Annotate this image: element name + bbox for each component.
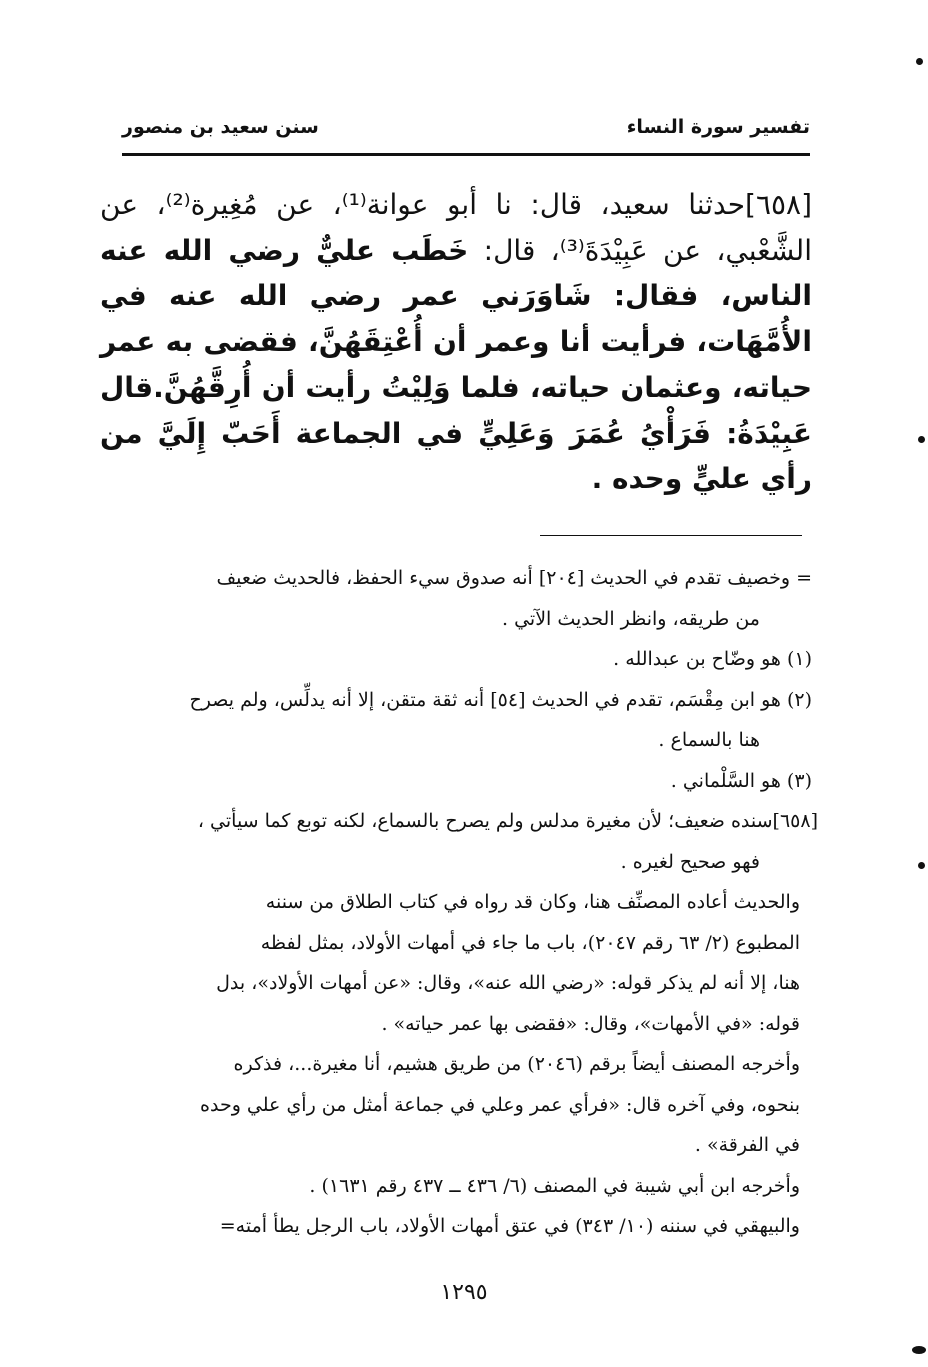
running-header: [122, 110, 810, 146]
hadith-matn: خَطَب عليٌّ رضي الله عنه الناس، فقال: شَاوَرَني عمر رضي الله عنه في الأُمَّهَات، فرأيت أنا وعمر أن أُعْتِقَهُنَّ، فقضى به عمر حياته، وعثمان حياته، فلما وَلِيْتُ رأيت أن أُرِقَّهُنَّ.قال عَبِيْدَةُ: فَرَأْيُ عُمَرَ وَعَلِيٍّ في الجماعة أَحَبّ إِلَيَّ من رأي عليٍّ وحده .: [100, 233, 812, 496]
takhrij-line: فهو صحيح لغيره .: [620, 850, 760, 873]
scan-speck: [912, 1346, 926, 1354]
takhrij-line: والحديث أعاده المصنِّف هنا، وكان قد رواه في كتاب الطلاق من سننه: [265, 891, 800, 913]
takhrij-line: بنحوه، وفي آخره قال: «فرأي عمر وعلي في جماعة أمثل من رأي علي وحده: [200, 1093, 800, 1116]
footnote-line: = وخصيف تقدم في الحديث [٢٠٤] أنه صدوق سيء الحفظ، فالحديث ضعيف: [216, 567, 812, 589]
takhrij-line: وأخرجه المصنف أيضاً برقم (٢٠٤٦) من طريق هشيم، أنا مغيرة...، فذكره: [233, 1053, 800, 1075]
scan-speck: [918, 862, 925, 869]
footnote-separator: [540, 535, 802, 536]
page-number: ١٢٩٥: [440, 1280, 488, 1305]
takhrij-line: [٦٥٨]سنده ضعيف؛ لأن مغيرة مدلس ولم يصرح بالسماع، لكنه توبع كما سيأتي ،: [197, 810, 818, 832]
hadith-text: [100, 182, 812, 502]
footnote-line: هنا بالسماع .: [658, 729, 760, 751]
book-title: سنن سعيد بن منصور: [122, 116, 319, 138]
header-rule: [122, 153, 810, 156]
takhrij-line: وأخرجه ابن أبي شيبة في المصنف (٦/ ٤٣٦ ــ ٤٣٧ رقم ١٦٣١) .: [309, 1174, 800, 1197]
takhrij-line: المطبوع (٢/ ٦٣ رقم ٢٠٤٧)، باب ما جاء في أمهات الأولاد، بمثل لفظه: [260, 931, 800, 954]
takhrij-line: هنا، إلا أنه لم يذكر قوله: «رضي الله عنه»، وقال: «عن أمهات الأولاد»، بدل: [216, 972, 800, 994]
footnote-line: (٣) هو السَّلْماني .: [670, 769, 812, 792]
footnote-line: (١) هو وضّاح بن عبدالله .: [613, 648, 812, 670]
chapter-title: تفسير سورة النساء: [626, 116, 810, 138]
hadith-number: [٦٥٨]: [745, 188, 812, 221]
footnote-line: من طريقه، وانظر الحديث الآتي .: [501, 607, 760, 630]
takhrij-line: قوله: «في الأمهات»، وقال: «فقضى بها عمر حياته» .: [381, 1012, 800, 1035]
footnote-line: (٢) هو ابن مِقْسَم، تقدم في الحديث [٥٤] أنه ثقة متقن، إلا أنه يدلِّس، ولم يصرح: [189, 688, 812, 711]
takhrij-line: في الفرقة» .: [694, 1134, 800, 1156]
hadith-isnad: حدثنا سعيد، قال: نا أبو عوانة⁽¹⁾، عن مُغِيرة⁽²⁾، عن الشَّعْبي، عن عَبِيْدَةَ⁽³⁾، قال:: [100, 188, 812, 267]
scan-speck: [918, 436, 925, 443]
footnotes: [108, 558, 818, 1247]
scan-speck: [916, 58, 923, 65]
takhrij-line: والبيهقي في سننه (١٠/ ٣٤٣) في عتق أمهات الأولاد، باب الرجل يطأ أمته=: [219, 1215, 800, 1237]
